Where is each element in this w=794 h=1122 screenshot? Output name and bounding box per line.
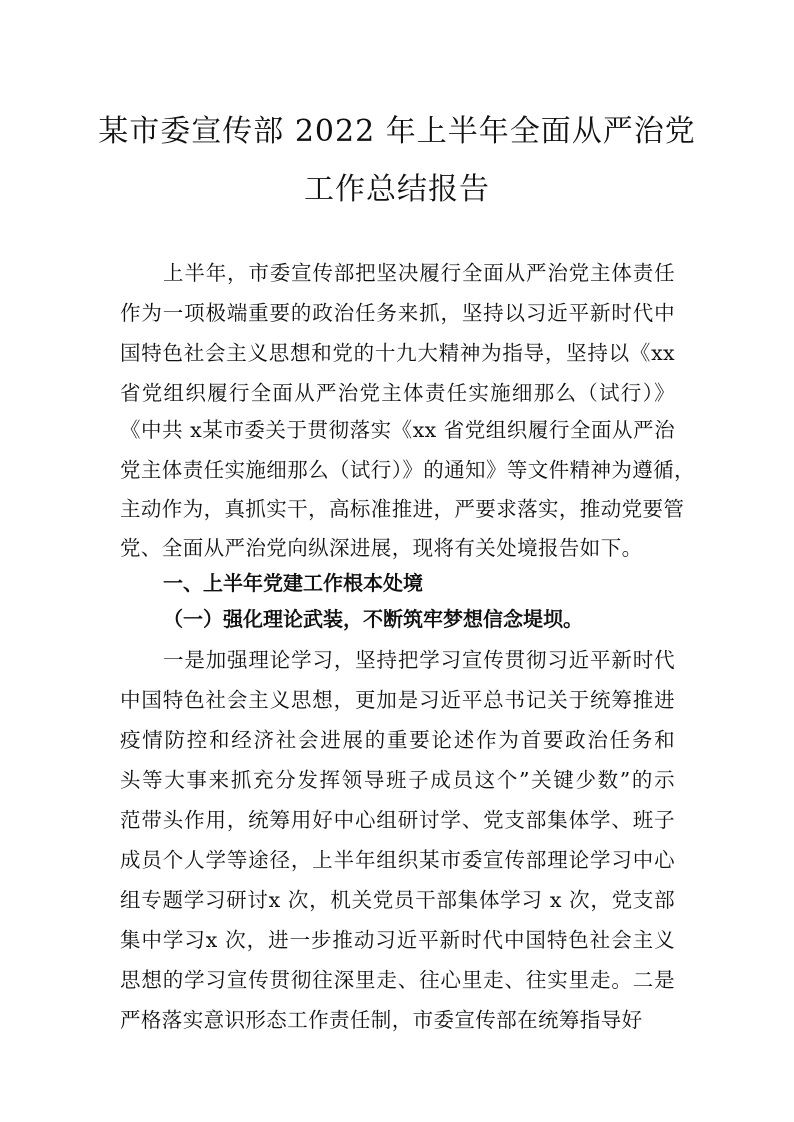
paragraph-line: 严格落实意识形态工作责任制，市委宣传部在统筹指导好 (120, 1008, 643, 1032)
paragraph-line: 范带头作用，统筹用好中心组研讨学、党支部集体学、班子 (120, 808, 675, 832)
paragraph-line: 组专题学习研讨x 次，机关党员干部集体学习 x 次，党支部 (120, 888, 675, 912)
section-heading: 一、上半年党建工作根本处境 (163, 571, 423, 595)
document-title-line-2: 工作总结报告 (304, 172, 490, 207)
document-title-line-1: 某市委宣传部 2022 年上半年全面从严治党 (98, 114, 696, 149)
paragraph-line: 主动作为，真抓实干，高标准推进，严要求落实，推动党要管 (120, 497, 685, 521)
paragraph-line: 上半年，市委宣传部把坚决履行全面从严治党主体责任 (163, 261, 675, 285)
paragraph-line: 作为一项极端重要的政治任务来抓，坚持以习近平新时代中 (120, 301, 675, 325)
paragraph-line: 中国特色社会主义思想，更加是习近平总书记关于统筹推进 (120, 688, 675, 712)
paragraph-line: 省党组织履行全面从严治党主体责任实施细那么（试行）》 (120, 381, 675, 405)
subsection-heading: （一）强化理论武装，不断筑牢梦想信念堤坝。 (163, 607, 583, 631)
paragraph-line: 疫情防控和经济社会进展的重要论述作为首要政治任务和 (120, 728, 675, 752)
paragraph-line: 思想的学习宣传贯彻往深里走、往心里走、往实里走。二是 (120, 968, 675, 992)
paragraph-line: 《中共 x某市委关于贯彻落实《xx 省党组织履行全面从严治 (120, 418, 675, 442)
paragraph-line: 党、全面从严治党向纵深进展，现将有关处境报告如下。 (120, 536, 643, 560)
paragraph-line: 成员个人学等途径，上半年组织某市委宣传部理论学习中心 (120, 848, 675, 872)
paragraph-line: 一是加强理论学习，坚持把学习宣传贯彻习近平新时代 (163, 648, 675, 672)
paragraph-line: 头等大事来抓充分发挥领导班子成员这个”关键少数”的示 (120, 768, 675, 792)
paragraph-line: 集中学习x 次，进一步推动习近平新时代中国特色社会主义 (120, 928, 675, 952)
paragraph-line: 国特色社会主义思想和党的十九大精神为指导，坚持以《xx (120, 341, 675, 365)
paragraph-line: 党主体责任实施细那么（试行）》的通知》等文件精神为遵循， (120, 458, 695, 482)
